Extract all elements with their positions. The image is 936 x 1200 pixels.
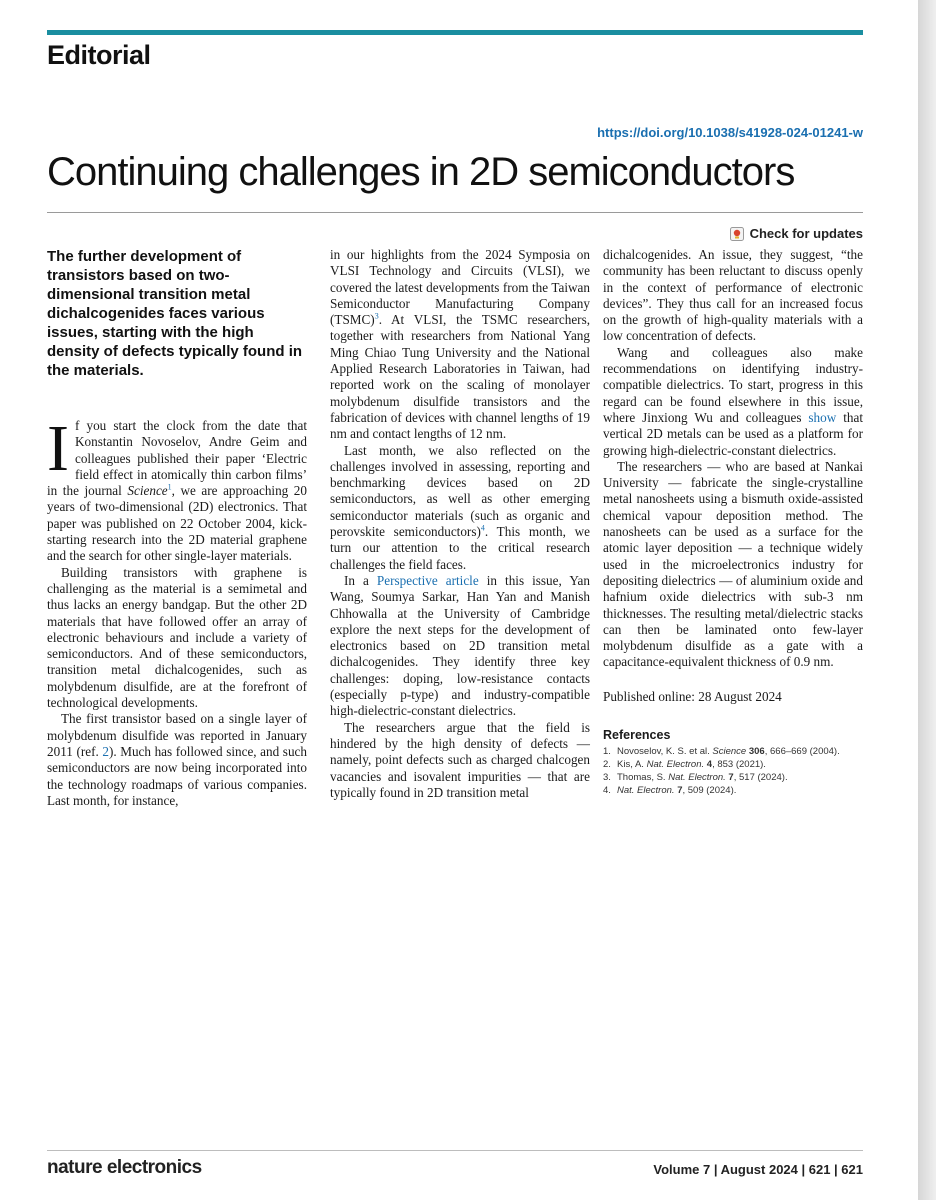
references-list (603, 745, 863, 797)
column-2 (330, 247, 590, 801)
text-run: f you start the clock from the date that Konstantin Novoselov, Andre Geim and colleagues published their paper ‘Electric field effect in atomically thin carbon films’ in the journal (47, 418, 307, 499)
reference-number: 1. (603, 746, 611, 758)
perspective-article-link[interactable]: Perspective article (376, 572, 479, 588)
standfirst: The further development of transistors based on two-dimensional transition metal dichalcogenides faces various issues, starting with the high density of defects typically found in the materials. (47, 248, 303, 379)
text-run: ). Much has followed since, and such semiconductors are now being incorporated into the technology roadmaps of various companies. Last month, for instance, (47, 743, 307, 808)
text-run: The first transistor based on a single layer of molybdenum disulfide was reported in January 2011 (ref. (47, 711, 307, 759)
paragraph: Building transistors with graphene is challenging as the material is a semimetal and thus lacks an energy bandgap. But the other 2D materials that have followed offer an array of electronic behaviours and include a variety of semiconductors. And of these semiconductors, transition metal dichalcogenides, such as molybdenum disulfide, are at the forefront of technological developments. (47, 564, 307, 711)
reference-volume: 306 (746, 746, 765, 758)
footer-divider (47, 1150, 863, 1151)
column-3 (603, 247, 863, 797)
reference-pages: , 853 (2021). (712, 759, 766, 771)
paragraph: The researchers — who are based at Nankai University — fabricate the single-crystalline metal nanosheets using a bismuth oxide-assisted chemical vapour deposition method. The nanosheets can be used as a surface for the atomic layer deposition — a technique widely used in the microelectronics industry for depositing dielectrics — of aluminium oxide and hafnium oxide dielectrics with sub-3 nm thicknesses. The resulting metal/dielectric stacks can then be laminated onto few-layer molybdenum disulfide as a gate with a capacitance-equivalent thickness of 0.9 nm. (603, 458, 863, 670)
reference-pages: , 509 (2024). (682, 785, 737, 797)
check-updates-label: Check for updates (749, 226, 863, 241)
paragraph (330, 443, 590, 573)
paragraph: dichalcogenides. An issue, they suggest, “the community has been reluctant to discuss openly in the context of performance of electronic devices”. They thus call for an increased focus on the growth of high-quality materials with a low concentration of defects. (603, 247, 863, 344)
check-for-updates-button[interactable] (730, 226, 863, 241)
check-updates-icon (730, 227, 744, 241)
reference-item[interactable] (603, 784, 863, 797)
paragraph: The researchers argue that the field is hindered by the high density of defects — namely, point defects such as charged chalcogen vacancies and isovalent impurities — that are typically found in 2D transition metal (330, 719, 590, 800)
reference-volume: 4 (704, 759, 713, 771)
citation-1[interactable]: 1 (167, 482, 172, 492)
citation-4[interactable]: 4 (480, 523, 485, 533)
reference-journal: Nat. Electron. (617, 785, 675, 797)
column-1 (47, 247, 307, 809)
text-run: , we are approaching 20 years of two-dimensional (2D) electronics. That paper was published on 22 October 2004, kick-starting research into the 2D material graphene and the search for other single-layer materials. (47, 483, 307, 564)
reference-number: 2. (603, 759, 611, 771)
reference-journal: Nat. Electron. (646, 759, 705, 771)
show-link[interactable]: show (808, 409, 837, 425)
section-label: Editorial (47, 40, 151, 70)
journal-name: Science (127, 483, 168, 499)
page-edge-shadow (918, 0, 936, 1200)
paragraph (330, 573, 590, 720)
citation-2[interactable]: 2 (102, 743, 109, 759)
journal-logo: nature electronics (47, 1157, 202, 1178)
text-run: in this issue, Yan Wang, Soumya Sarkar, Han Yan and Manish Chhowalla at the University of Cambridge explore the next steps for the development of electronics based on 2D transition metal dichalcogenides. They identify three key challenges: doping, low-resistance contacts (especially p-type) and industry-compatible high-dielectric-constant dielectrics. (330, 572, 590, 719)
page-info: Volume 7 | August 2024 | 621 | 621 (653, 1162, 863, 1177)
reference-number: 4. (603, 785, 611, 797)
drop-cap: I (47, 412, 69, 485)
references-heading: References (603, 728, 671, 743)
text-run: . At VLSI, the TSMC researchers, together with researchers from National Yang Ming Chiao Tung University and the National Applied Research Laboratories in Taiwan, had reported work on the scaling of monolayer molybdenum disulfide transistors and the fabrication of devices with channel lengths of 19 nm and contact lengths of 12 nm. (330, 312, 590, 442)
title-divider (47, 212, 863, 213)
paragraph (47, 412, 307, 565)
reference-authors: Thomas, S. (617, 772, 669, 784)
reference-volume: 7 (674, 785, 683, 797)
text-run: Wang and colleagues also make recommendations on identifying industry-compatible dielectrics. To start, progress in this regard can be found elsewhere in this issue, where Jinxiong Wu and colleagues (603, 344, 863, 425)
reference-item[interactable] (603, 771, 863, 784)
text-run: . This month, we turn our attention to the critical research challenges the field faces. (330, 524, 590, 572)
reference-journal: Nat. Electron. (668, 772, 726, 784)
reference-item[interactable] (603, 758, 863, 771)
reference-pages: , 666–669 (2004). (764, 746, 840, 758)
header-accent-bar (47, 30, 863, 35)
article-title: Continuing challenges in 2D semiconductors (47, 150, 795, 194)
reference-journal: Science (712, 746, 747, 758)
reference-authors: Novoselov, K. S. et al. (617, 746, 713, 758)
text-run: in our highlights from the 2024 Symposia on VLSI Technology and Circuits (VLSI), we covered the latest developments from the Taiwan Semiconductor Manufacturing Company (TSMC) (330, 247, 590, 328)
paragraph (603, 345, 863, 459)
reference-authors: Kis, A. (617, 759, 647, 771)
reference-volume: 7 (725, 772, 734, 784)
doi-link[interactable]: https://doi.org/10.1038/s41928-024-01241-w (597, 125, 863, 140)
text-run: that vertical 2D metals can be used as a platform for growing high-dielectric-constant dielectrics. (603, 409, 863, 458)
text-run: Last month, we also reflected on the challenges involved in assessing, reporting and benchmarking devices based on 2D semiconductors, as well as other emerging semiconductor materials (such as organic and perovskite semiconductors) (330, 442, 590, 540)
reference-pages: , 517 (2024). (733, 772, 788, 784)
published-date: Published online: 28 August 2024 (603, 688, 782, 704)
text-run: In a (344, 572, 377, 588)
reference-number: 3. (603, 772, 611, 784)
citation-3[interactable]: 3 (374, 311, 379, 321)
paragraph (330, 247, 590, 443)
reference-item[interactable] (603, 745, 863, 758)
paragraph (47, 711, 307, 809)
